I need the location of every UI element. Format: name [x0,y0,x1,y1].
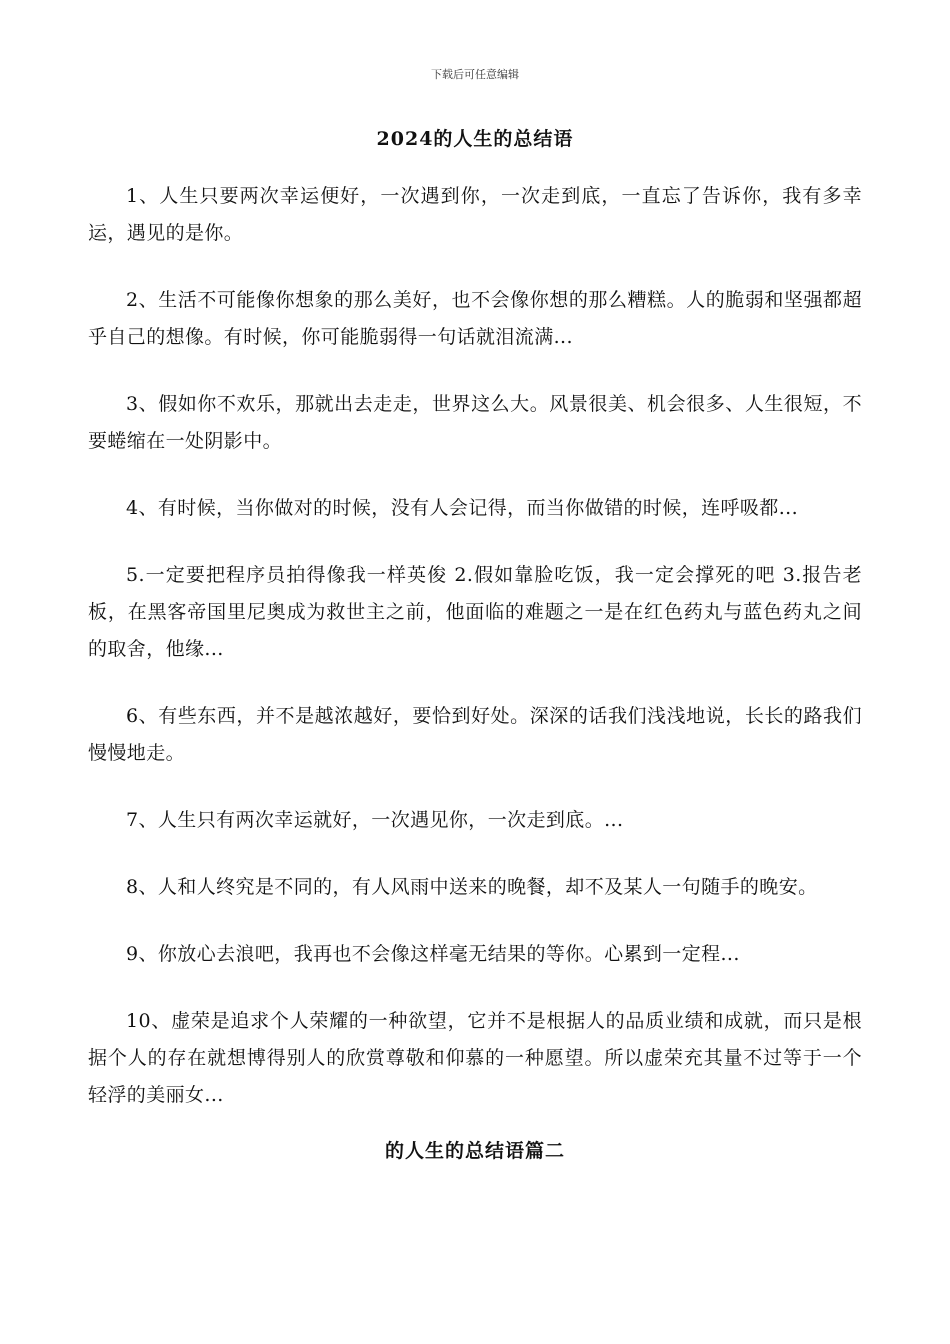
paragraph-7: 7、人生只有两次幸运就好，一次遇见你，一次走到底。... [126,809,624,831]
header-note: 下载后可任意编辑 [431,68,519,81]
paragraph-1: 1、人生只要两次幸运便好，一次遇到你，一次走到底，一直忘了告诉你，我有多幸运，遇见的是你。 [88,185,862,244]
document-body [88,178,862,1142]
paragraph-9: 9、你放心去浪吧，我再也不会像这样毫无结果的等你。心累到一定程... [126,943,740,965]
paragraph-4: 4、有时候，当你做对的时候，没有人会记得，而当你做错的时候，连呼吸都... [126,497,799,519]
paragraph-3: 3、假如你不欢乐，那就出去走走，世界这么大。风景很美、机会很多、人生很短，不要蜷缩在一处阴影中。 [88,393,862,452]
paragraph-6: 6、有些东西，并不是越浓越好，要恰到好处。深深的话我们浅浅地说，长长的路我们慢慢地走。 [88,705,862,764]
paragraph-10: 10、虚荣是追求个人荣耀的一种欲望，它并不是根据人的品质业绩和成就，而只是根据个人的存在就想博得别人的欣赏尊敬和仰慕的一种愿望。所以虚荣充其量不过等于一个轻浮的美丽女... [88,1010,862,1106]
paragraph-5: 5.一定要把程序员拍得像我一样英俊 2.假如靠脸吃饭，我一定会撑死的吧 3.报告老板，在黑客帝国里尼奥成为救世主之前，他面临的难题之一是在红色药丸与蓝色药丸之间的取舍，他缘... [88,564,862,660]
section-title: 的人生的总结语篇二 [384,1140,565,1162]
document-title: 2024的人生的总结语 [376,128,574,150]
paragraph-2: 2、生活不可能像你想象的那么美好，也不会像你想的那么糟糕。人的脆弱和坚强都超乎自己的想像。有时候，你可能脆弱得一句话就泪流满... [88,289,862,348]
paragraph-8: 8、人和人终究是不同的，有人风雨中送来的晚餐，却不及某人一句随手的晚安。 [126,876,818,898]
